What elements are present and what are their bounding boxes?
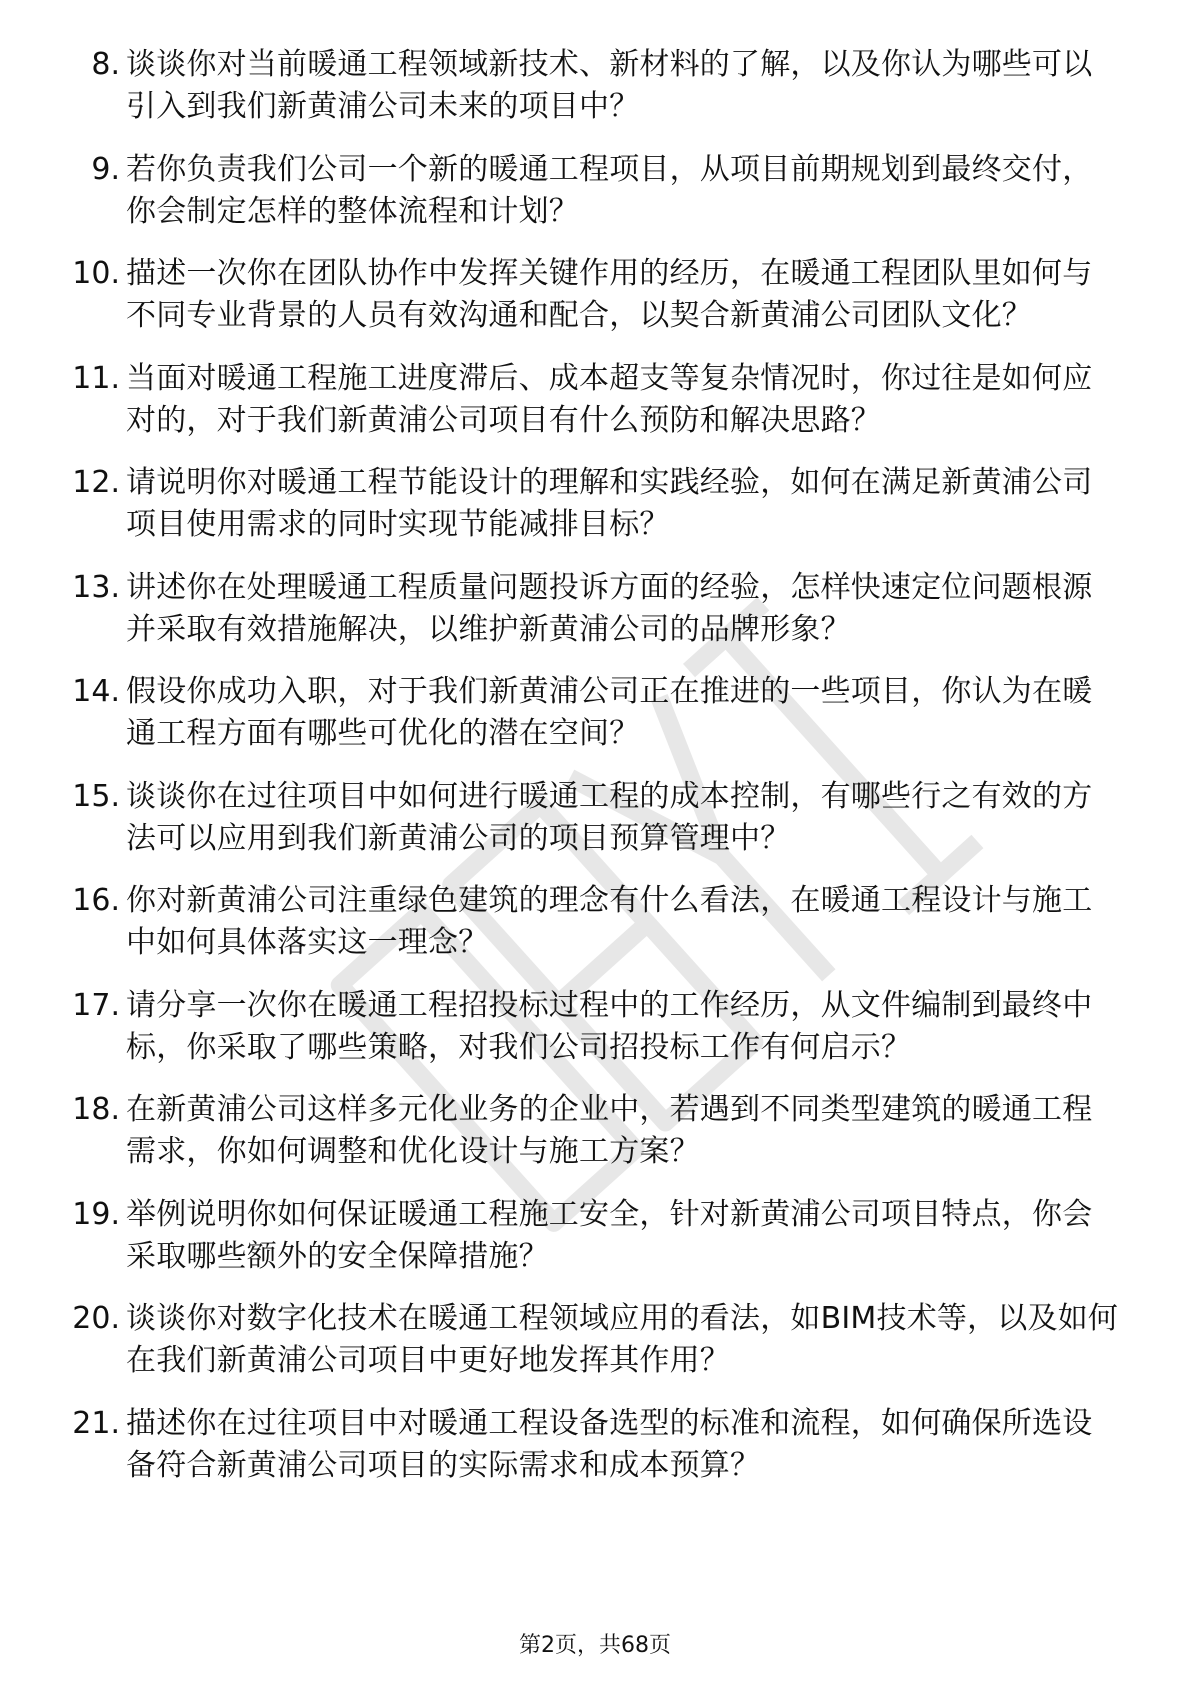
question-item (60, 1089, 1120, 1173)
question-item (60, 358, 1120, 442)
question-item (60, 253, 1120, 337)
question-text: 当面对暖通工程施工进度滞后、成本超支等复杂情况时，你过往是如何应对的，对于我们新黄浦公司项目有什么预防和解决思路？ (126, 360, 1093, 438)
question-item (60, 567, 1120, 651)
question-number: 8. (91, 47, 120, 82)
question-item (60, 149, 1120, 233)
question-number: 20. (72, 1301, 120, 1336)
question-list (60, 44, 1120, 1507)
question-item (60, 880, 1120, 964)
question-text: 描述一次你在团队协作中发挥关键作用的经历，在暖通工程团队里如何与不同专业背景的人员有效沟通和配合，以契合新黄浦公司团队文化？ (126, 256, 1093, 333)
question-text: 谈谈你在过往项目中如何进行暖通工程的成本控制，有哪些行之有效的方法可以应用到我们新黄浦公司的项目预算管理中？ (126, 778, 1093, 856)
question-text: 描述你在过往项目中对暖通工程设备选型的标准和流程，如何确保所选设备符合新黄浦公司项目的实际需求和成本预算？ (126, 1405, 1093, 1483)
question-number: 13. (72, 569, 120, 605)
question-number: 14. (72, 674, 120, 709)
question-number: 11. (72, 360, 120, 396)
question-item (60, 1403, 1120, 1487)
question-text: 谈谈你对数字化技术在暖通工程领域应用的看法，如BIM技术等，以及如何在我们新黄浦公司项目中更好地发挥其作用？ (126, 1301, 1119, 1378)
question-item (60, 1194, 1120, 1278)
question-text: 请说明你对暖通工程节能设计的理解和实践经验，如何在满足新黄浦公司项目使用需求的同时实现节能减排目标？ (126, 465, 1093, 542)
question-number: 12. (72, 465, 120, 500)
question-text: 讲述你在处理暖通工程质量问题投诉方面的经验，怎样快速定位问题根源并采取有效措施解决，以维护新黄浦公司的品牌形象？ (126, 569, 1093, 647)
question-item (60, 671, 1120, 755)
question-number: 10. (72, 256, 120, 291)
question-number: 9. (91, 151, 120, 187)
question-number: 18. (72, 1092, 120, 1127)
question-item (60, 985, 1120, 1069)
question-text: 若你负责我们公司一个新的暖通工程项目，从项目前期规划到最终交付，你会制定怎样的整体流程和计划？ (126, 151, 1093, 229)
page-footer (0, 1632, 1190, 1660)
question-text: 假设你成功入职，对于我们新黄浦公司正在推进的一些项目，你认为在暖通工程方面有哪些可优化的潜在空间？ (126, 674, 1093, 751)
question-text: 举例说明你如何保证暖通工程施工安全，针对新黄浦公司项目特点，你会采取哪些额外的安全保障措施？ (126, 1196, 1093, 1274)
question-number: 17. (72, 987, 120, 1023)
question-text: 你对新黄浦公司注重绿色建筑的理念有什么看法，在暖通工程设计与施工中如何具体落实这一理念？ (126, 883, 1093, 960)
question-text: 在新黄浦公司这样多元化业务的企业中，若遇到不同类型建筑的暖通工程需求，你如何调整和优化设计与施工方案？ (126, 1092, 1093, 1169)
page-number-label: 第2页，共68页 (519, 1633, 671, 1658)
question-number: 21. (72, 1405, 120, 1441)
question-number: 15. (72, 778, 120, 814)
question-number: 16. (72, 883, 120, 918)
question-item (60, 462, 1120, 546)
question-text: 请分享一次你在暖通工程招投标过程中的工作经历，从文件编制到最终中标，你采取了哪些策略，对我们公司招投标工作有何启示？ (126, 987, 1093, 1065)
question-text: 谈谈你对当前暖通工程领域新技术、新材料的了解，以及你认为哪些可以引入到我们新黄浦公司未来的项目中？ (126, 47, 1093, 124)
question-number: 19. (72, 1196, 120, 1232)
question-item (60, 776, 1120, 860)
question-item (60, 1298, 1120, 1382)
question-item (60, 44, 1120, 128)
